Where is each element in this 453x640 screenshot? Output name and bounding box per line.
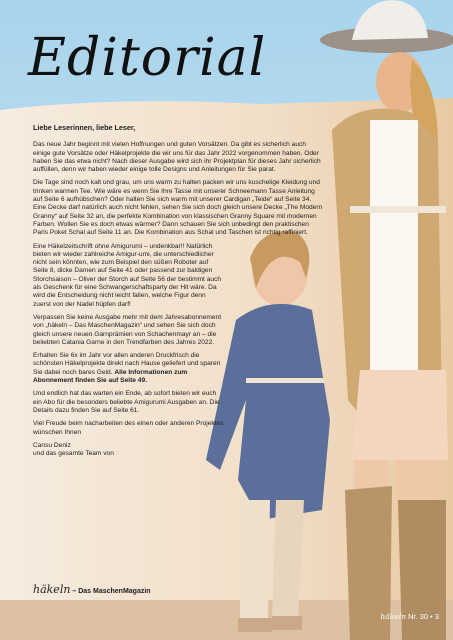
paragraph: Die Tage sind noch kalt und grau, um uns warm zu halten packen wir uns kuschelige Kleidung und trinken warmen Tee. Wie wäre es wenn Sie Ihre Tasse mit unserer Schneemann Tasse Anleitung auf Seite 6 aufhübschen? Oder halten Sie sich warm mit unserer Cardigan „Teide“ auf Seite 34. Eine Decke darf natürlich auch nicht fehlen, sehen Sie sich doch gleich unsere Decke „The Modern Granny“ auf Seite 32 an, die perfekte Kombination von klassischen Granny Square mit modernen Farben. Wollen Sie es doch etwas wärmer? Dann schauen Sie sich unbedingt den praktischen Paris Poket Schal auf Seite 11 an. Die Kombination aus Schal und Taschen ist richtig raffiniert. (33, 179, 323, 237)
magazine-logo: häkeln (33, 583, 71, 596)
page-title: Editorial (28, 28, 267, 88)
signature-team: und das gesamte Team von (33, 450, 114, 458)
paragraph: Das neue Jahr beginnt mit vielen Hoffnungen und guten Vorsätzen. Da gibt es sicherlich auch einige gute Vorsätze oder Häkelprojekte die wir uns für das Jahr 2022 vorgenommen haben. Oder haben Sie das etwa nicht? Nach dieser Ausgabe wird sich ihr Projektplan für dieses Jahr sicherlich auffüllen, denn wir haben wieder einige tolle Designs und Anleitungen für Sie parat. (33, 141, 321, 174)
signature-name: Cansu Deniz (33, 441, 71, 449)
paragraph: Verpassen Sie keine Ausgabe mehr mit dem Jahresabonnement von „häkeln – Das MaschenMagazin“ und sehen Sie sich doch gleich unsere neuen Garnprämien von Schachenmayr an – die beliebten Catania Garne in den Trendfarben des Jahres 2022. (33, 313, 222, 346)
greeting: Liebe Leserinnen, liebe Leser, (33, 123, 136, 132)
page-number: 3 (434, 612, 439, 621)
paragraph (33, 352, 225, 385)
magazine-name: – Das MaschenMagazin (72, 588, 151, 595)
page-folio: häkeln Nr. 30 • 3 (380, 612, 439, 621)
paragraph: Eine Häkelzeitschrift ohne Amigurumi – undenkbar!! Natürlich bieten wir wieder zahlreiche Amigur-umi, die unterschiedlicher nicht sein könnten, wie zum Beispiel den süßen Roboter auf Seite 8, dicke Damen auf Seite 41 oder passend zur baldigen Storchsaison – Oliver der Storch auf Seite 56 der bestimmt auch als Geschenk für eine Schwangerschaftsparty der Hit wäre. Da wird die Entscheidung nicht leicht fallen, welche Figur denn zuerst von der Nadel hüpfen darf! (33, 242, 222, 308)
editorial-text (33, 123, 323, 463)
folio-issue: Nr. 30 (408, 612, 429, 621)
signature (33, 442, 225, 459)
paragraph-text: Erhalten Sie 6x im Jahr vor allen anderen Druckfrisch die schönsten Häkelprojekte direkt nach Hause geliefert und sparen Sie dabei noch bares Geld. (33, 352, 221, 376)
paragraph: Und endlich hat das warten ein Ende, ab sofort bieten wir euch ein Abo für die besonders beliebte Amigurumi Ausgaben an. Die Details dazu finden Sie auf Seite 61. (33, 390, 220, 414)
folio-brand: häkeln (380, 612, 406, 621)
subscription-info: Alle Informationen zum Abonnement finden Sie auf Seite 49. (33, 368, 188, 385)
magazine-signature (33, 583, 151, 596)
paragraph: Viel Freude beim nacharbeiten des einen oder anderen Projektes wünschen Ihnen (33, 420, 224, 436)
